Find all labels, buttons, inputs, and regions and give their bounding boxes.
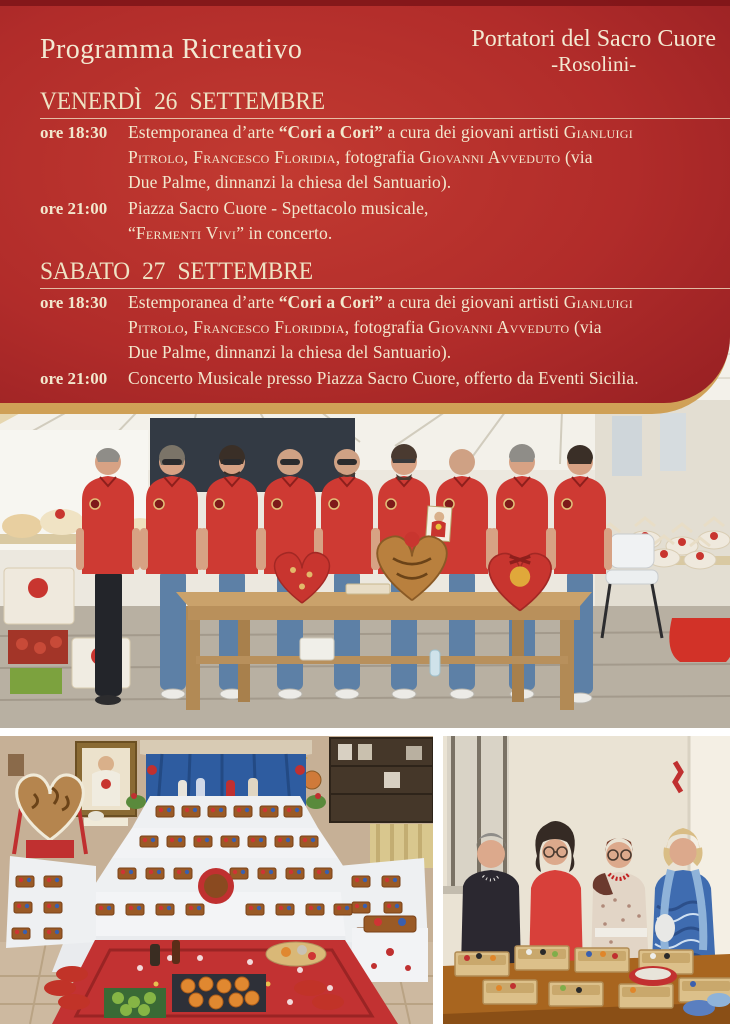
event-time: ore 21:00 [40,369,108,389]
event-description [128,366,639,391]
event-line: Pitrolo, Francesco Floriddia, fotografia Giovanni Avveduto (via [128,317,602,338]
day-heading: VENERDÌ 26 SETTEMBRE [40,88,730,119]
event-line: Pitrolo, Francesco Floridia, fotografia Giovanni Avveduto (via [128,147,593,168]
red-bag [669,618,730,662]
event-line: Piazza Sacro Cuore - Spettacolo musicale, [128,198,429,219]
gold-edge-band [0,0,730,414]
volunteers-photo-illustration [443,736,730,1024]
display-photo [0,736,433,1024]
event-time: ore 21:00 [40,199,108,219]
event-line: Concerto Musicale presso Piazza Sacro Cuore, offerto da Eventi Sicilia. [128,368,639,389]
header-row [0,0,730,76]
schedule [0,88,730,391]
event-description [128,120,633,195]
day-section-1 [0,258,730,391]
window-frame [443,736,513,894]
organization-name: Portatori del Sacro Cuore [471,26,716,52]
organization-title [471,26,722,76]
red-ribbon-decor [675,762,681,792]
event-line: Estemporanea d’arte “Cori a Cori” a cura dei giovani artisti Gianluigi [128,292,634,313]
display-photo-illustration [0,736,433,1024]
organization-town: -Rosolini- [551,51,637,76]
event-time: ore 18:30 [40,293,108,313]
sacred-heart-painting [76,742,136,826]
day-section-0 [0,88,730,246]
carpet-and-fruit [44,940,398,1024]
event-time: ore 18:30 [40,123,108,143]
header-panel [0,0,730,403]
gift-boxes-table [443,946,730,1024]
event-row [0,290,730,365]
event-line: “Fermenti Vivi” in concerto. [128,223,333,244]
event-description [128,196,429,246]
event-row [0,366,730,391]
cabinet [330,738,433,822]
volunteers-photo [443,736,730,1024]
event-row [0,120,730,195]
event-row [0,196,730,246]
day-heading: SABATO 27 SETTEMBRE [40,258,730,289]
white-clutch [655,914,675,942]
event-description [128,290,633,365]
event-line: Due Palme, dinnanzi la chiesa del Santuario). [128,172,452,193]
event-line: Estemporanea d’arte “Cori a Cori” a cura dei giovani artisti Gianluigi [128,122,634,143]
page-title: Programma Ricreativo [40,34,303,65]
event-line: Due Palme, dinnanzi la chiesa del Santuario). [128,342,452,363]
